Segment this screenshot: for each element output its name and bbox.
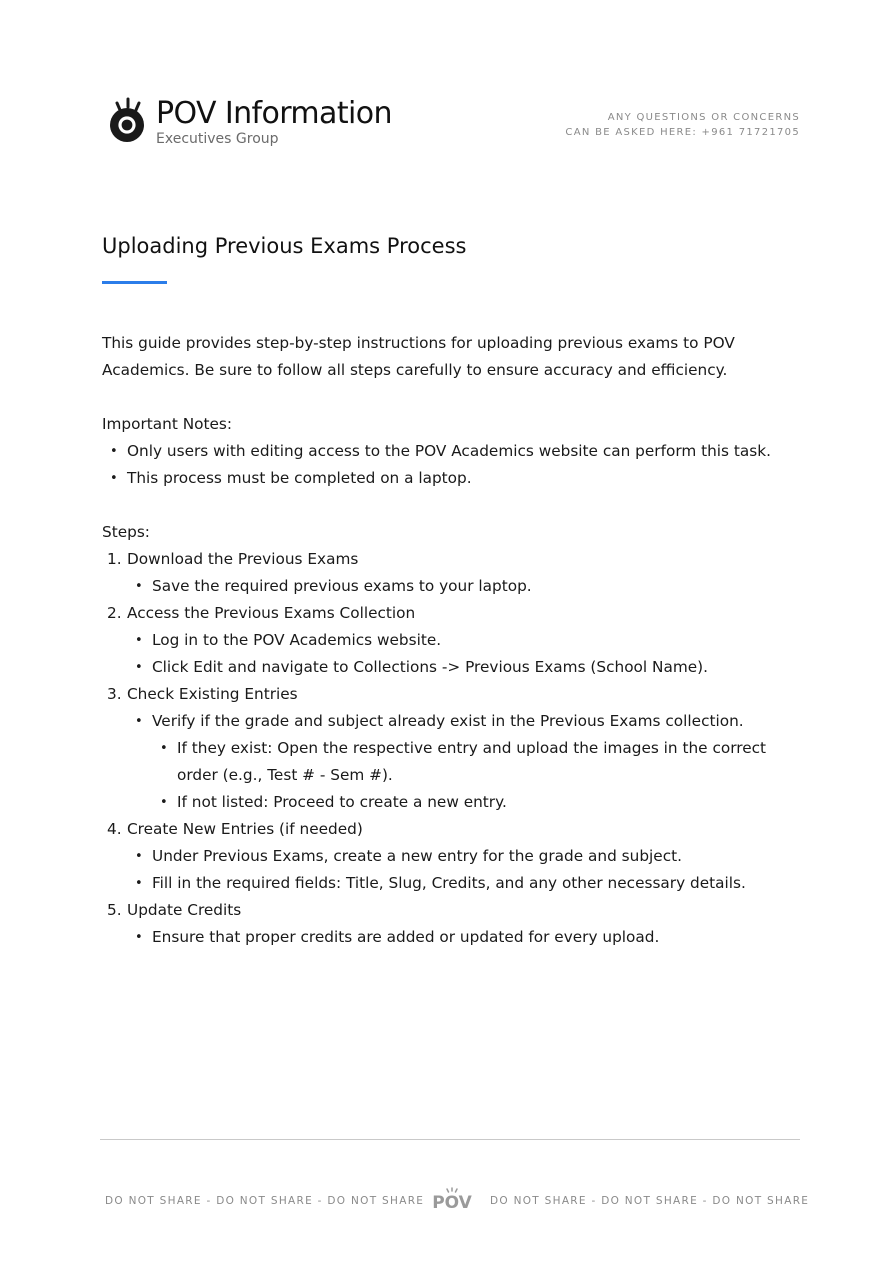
notes-heading: Important Notes: — [102, 415, 233, 433]
step-item — [102, 681, 802, 816]
contact-info — [565, 110, 800, 140]
list-item: • Only users with editing access to the POV Academics website can perform this task. — [102, 438, 802, 465]
list-item — [127, 708, 802, 816]
list-item: • If they exist: Open the respective entry and upload the images in the correct order (e.g., Test # - Sem #). — [152, 735, 802, 789]
document-body — [102, 330, 802, 951]
contact-line-1: ANY QUESTIONS OR CONCERNS — [607, 112, 800, 123]
footer-logo — [427, 1187, 477, 1211]
list-item: • Click Edit and navigate to Collections -> Previous Exams (School Name). — [127, 654, 802, 681]
list-item-text: Verify if the grade and subject already exist in the Previous Exams collection. — [152, 712, 744, 730]
page-title: Uploading Previous Exams Process — [102, 234, 467, 258]
logo-icon — [108, 97, 148, 147]
footer-warning-left: DO NOT SHARE - DO NOT SHARE - DO NOT SHARE — [105, 1195, 425, 1207]
list-item: • If not listed: Proceed to create a new entry. — [152, 789, 802, 816]
step-item — [102, 897, 802, 951]
step-title: Access the Previous Exams Collection — [127, 604, 416, 622]
brand-subtitle: Executives Group — [156, 131, 279, 147]
step-item — [102, 546, 802, 600]
step-title: Check Existing Entries — [127, 685, 298, 703]
brand-title: POV Information — [156, 96, 392, 131]
steps-list — [102, 546, 802, 951]
step-item — [102, 816, 802, 897]
footer-divider — [100, 1139, 800, 1140]
contact-line-2: CAN BE ASKED HERE: +961 71721705 — [565, 127, 800, 138]
footer-logo-text: POV — [432, 1193, 472, 1211]
list-item: • Log in to the POV Academics website. — [127, 627, 802, 654]
title-underline — [102, 281, 167, 284]
step-item — [102, 600, 802, 681]
notes-list — [102, 438, 802, 492]
list-item: • Fill in the required fields: Title, Slug, Credits, and any other necessary details. — [127, 870, 802, 897]
steps-heading: Steps: — [102, 523, 150, 541]
intro-paragraph: This guide provides step-by-step instructions for uploading previous exams to POV Academics. Be sure to follow all steps carefully to ensure accuracy and efficiency. — [102, 334, 735, 379]
list-item: • Under Previous Exams, create a new entry for the grade and subject. — [127, 843, 802, 870]
list-item: • Ensure that proper credits are added or updated for every upload. — [127, 924, 802, 951]
list-item: • This process must be completed on a laptop. — [102, 465, 802, 492]
step-title: Download the Previous Exams — [127, 550, 359, 568]
step-title: Create New Entries (if needed) — [127, 820, 363, 838]
list-item: • Save the required previous exams to your laptop. — [127, 573, 802, 600]
step-title: Update Credits — [127, 901, 242, 919]
footer-warning-right: DO NOT SHARE - DO NOT SHARE - DO NOT SHARE — [490, 1195, 810, 1207]
